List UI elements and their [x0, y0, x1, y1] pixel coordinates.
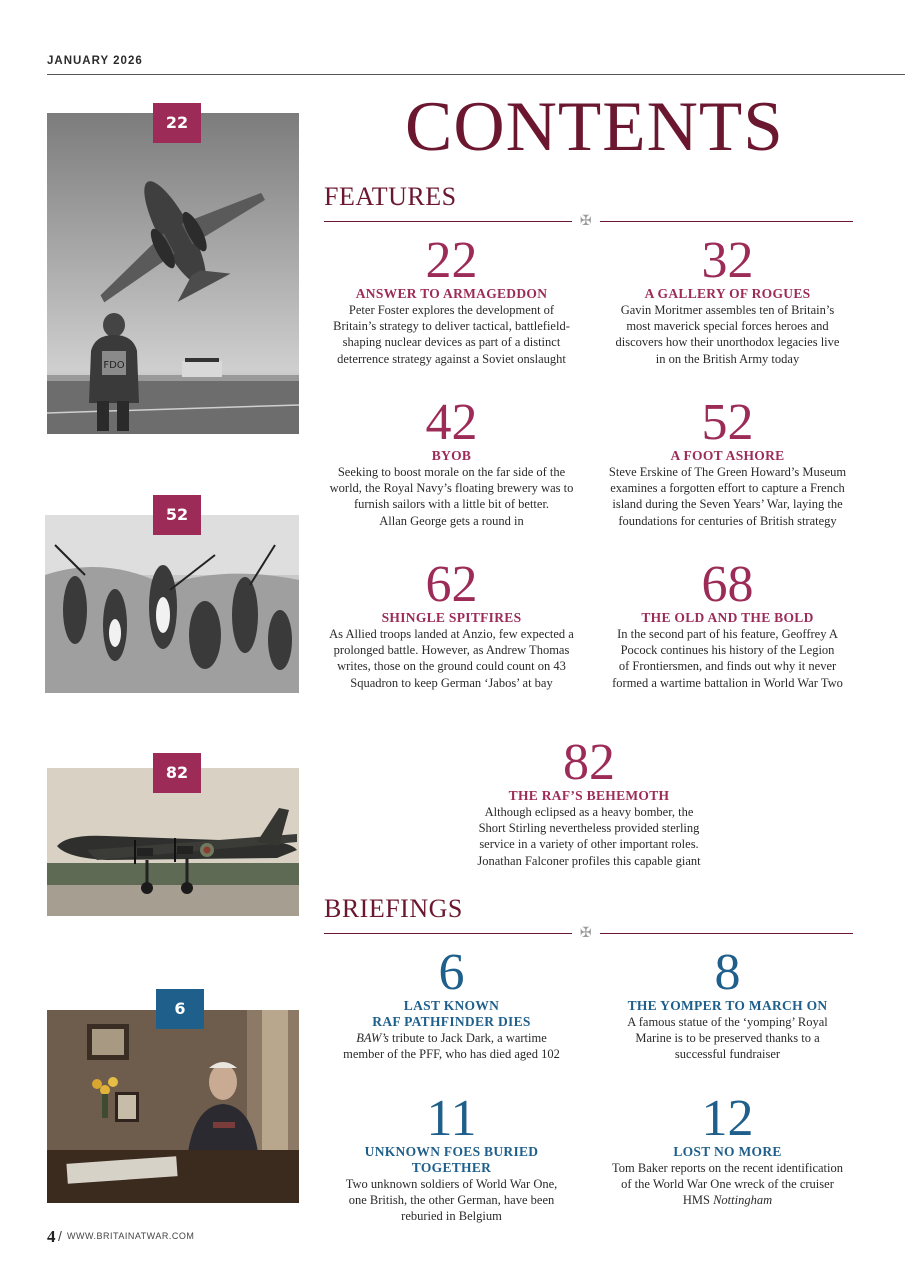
- folio-separator: /: [58, 1228, 62, 1244]
- article-page-number: 68: [701, 556, 754, 613]
- page-number: 4: [47, 1227, 56, 1246]
- website-link[interactable]: WWW.BRITAINATWAR.COM: [67, 1231, 195, 1241]
- article-description: Tom Baker reports on the recent identification of the World War One wreck of the cruiser HMS Nottingham: [612, 1161, 843, 1208]
- cross-ornament-icon: ✠: [580, 925, 592, 941]
- article-title[interactable]: LAST KNOWN RAF PATHFINDER DIES: [372, 998, 531, 1029]
- issue-date: JANUARY 2026: [47, 55, 143, 67]
- article-title[interactable]: A FOOT ASHORE: [670, 448, 785, 463]
- briefings-heading: BRIEFINGS: [324, 894, 463, 923]
- article-page-number: 62: [425, 556, 478, 613]
- article-description: Although eclipsed as a heavy bomber, the Short Stirling nevertheless provided sterling service in a variety of other important roles. Jonathan Falconer profiles this capable giant: [477, 805, 701, 868]
- article-description: In the second part of his feature, Geoffrey A Pocock continues his history of the Legion of Frontiersmen, and finds out why it never formed a wartime battalion in World War Two: [612, 627, 843, 690]
- article-title[interactable]: LOST NO MORE: [673, 1144, 782, 1159]
- article-description: Peter Foster explores the development of Britain’s strategy to deliver tactical, battlefield- shaping nuclear devices as part of a distinct deterrence strategy against a Soviet onslaught: [333, 303, 570, 366]
- feature-article-52[interactable]: [600, 394, 855, 529]
- article-title[interactable]: UNKNOWN FOES BURIED TOGETHER: [364, 1144, 539, 1175]
- page-badge-22: 22: [153, 103, 201, 143]
- article-description: Gavin Moritmer assembles ten of Britain’s most maverick special forces heroes and discovers how their unorthodox legacies live in on the British Army today: [615, 303, 840, 366]
- article-page-number: 8: [714, 944, 741, 1001]
- feature-article-22[interactable]: [324, 232, 579, 367]
- veteran-portrait-image: [47, 1010, 299, 1203]
- article-page-number: 6: [438, 944, 465, 1001]
- article-description: As Allied troops landed at Anzio, few expected a prolonged battle. However, as Andrew Thomas writes, those on the ground could count on 43 Squadron to keep German ‘Jabos’ at bay: [329, 627, 574, 690]
- features-rule: [324, 213, 853, 229]
- feature-article-32[interactable]: [600, 232, 855, 367]
- features-section-heading: [324, 184, 853, 228]
- page-badge-82: 82: [153, 753, 201, 793]
- briefings-section-heading: [324, 896, 853, 940]
- article-title[interactable]: A GALLERY OF ROGUES: [644, 286, 811, 301]
- article-page-number: 22: [425, 232, 478, 289]
- briefings-rule: [324, 925, 853, 941]
- article-page-number: 12: [701, 1090, 754, 1147]
- feature-article-82[interactable]: [460, 734, 718, 869]
- article-title[interactable]: THE YOMPER TO MARCH ON: [627, 998, 828, 1013]
- battle-engraving-photo[interactable]: [45, 515, 299, 693]
- cross-ornament-icon: ✠: [580, 213, 592, 229]
- article-description: Seeking to boost morale on the far side of the world, the Royal Navy’s floating brewery was to furnish sailors with a little bit of better. Allan George gets a round in: [329, 465, 574, 528]
- briefing-article-11[interactable]: [324, 1090, 579, 1225]
- feature-article-68[interactable]: [600, 556, 855, 691]
- article-description: A famous statue of the ‘yomping’ Royal Marine is to be preserved thanks to a successful fundraiser: [627, 1015, 828, 1062]
- svg-text:FDO: FDO: [103, 360, 125, 371]
- jet-aircraft-image: [47, 113, 299, 434]
- battle-engraving-image: [45, 515, 299, 693]
- article-title[interactable]: BYOB: [431, 448, 472, 463]
- briefing-article-6[interactable]: [324, 944, 579, 1062]
- veteran-portrait-photo[interactable]: [47, 1010, 299, 1203]
- briefing-article-8[interactable]: [600, 944, 855, 1063]
- article-description: Two unknown soldiers of World War One, one British, the other German, have been reburied in Belgium: [345, 1177, 558, 1224]
- feature-article-62[interactable]: [324, 556, 579, 691]
- article-description: BAW’s tribute to Jack Dark, a wartime member of the PFF, who has died aged 102: [343, 1031, 560, 1062]
- jet-aircraft-photo[interactable]: [47, 113, 299, 434]
- features-heading: FEATURES: [324, 182, 457, 211]
- article-description: Steve Erskine of The Green Howard’s Museum examines a forgotten effort to capture a French island during the Seven Years’ War, laying the foundations for centuries of British strategy: [608, 465, 847, 528]
- article-title[interactable]: SHINGLE SPITFIRES: [381, 610, 522, 625]
- header-rule: [47, 74, 905, 75]
- article-page-number: 42: [425, 394, 478, 451]
- article-page-number: 52: [701, 394, 754, 451]
- briefing-article-12[interactable]: [600, 1090, 855, 1209]
- page-title: CONTENTS: [405, 88, 784, 166]
- article-title[interactable]: ANSWER TO ARMAGEDDON: [355, 286, 548, 301]
- article-title[interactable]: THE OLD AND THE BOLD: [641, 610, 814, 625]
- article-page-number: 11: [426, 1090, 477, 1147]
- page-badge-52: 52: [153, 495, 201, 535]
- article-title[interactable]: THE RAF’S BEHEMOTH: [508, 788, 670, 803]
- page-badge-6: 6: [156, 989, 204, 1029]
- feature-article-42[interactable]: [324, 394, 579, 529]
- article-page-number: 82: [563, 734, 615, 791]
- article-page-number: 32: [701, 232, 754, 289]
